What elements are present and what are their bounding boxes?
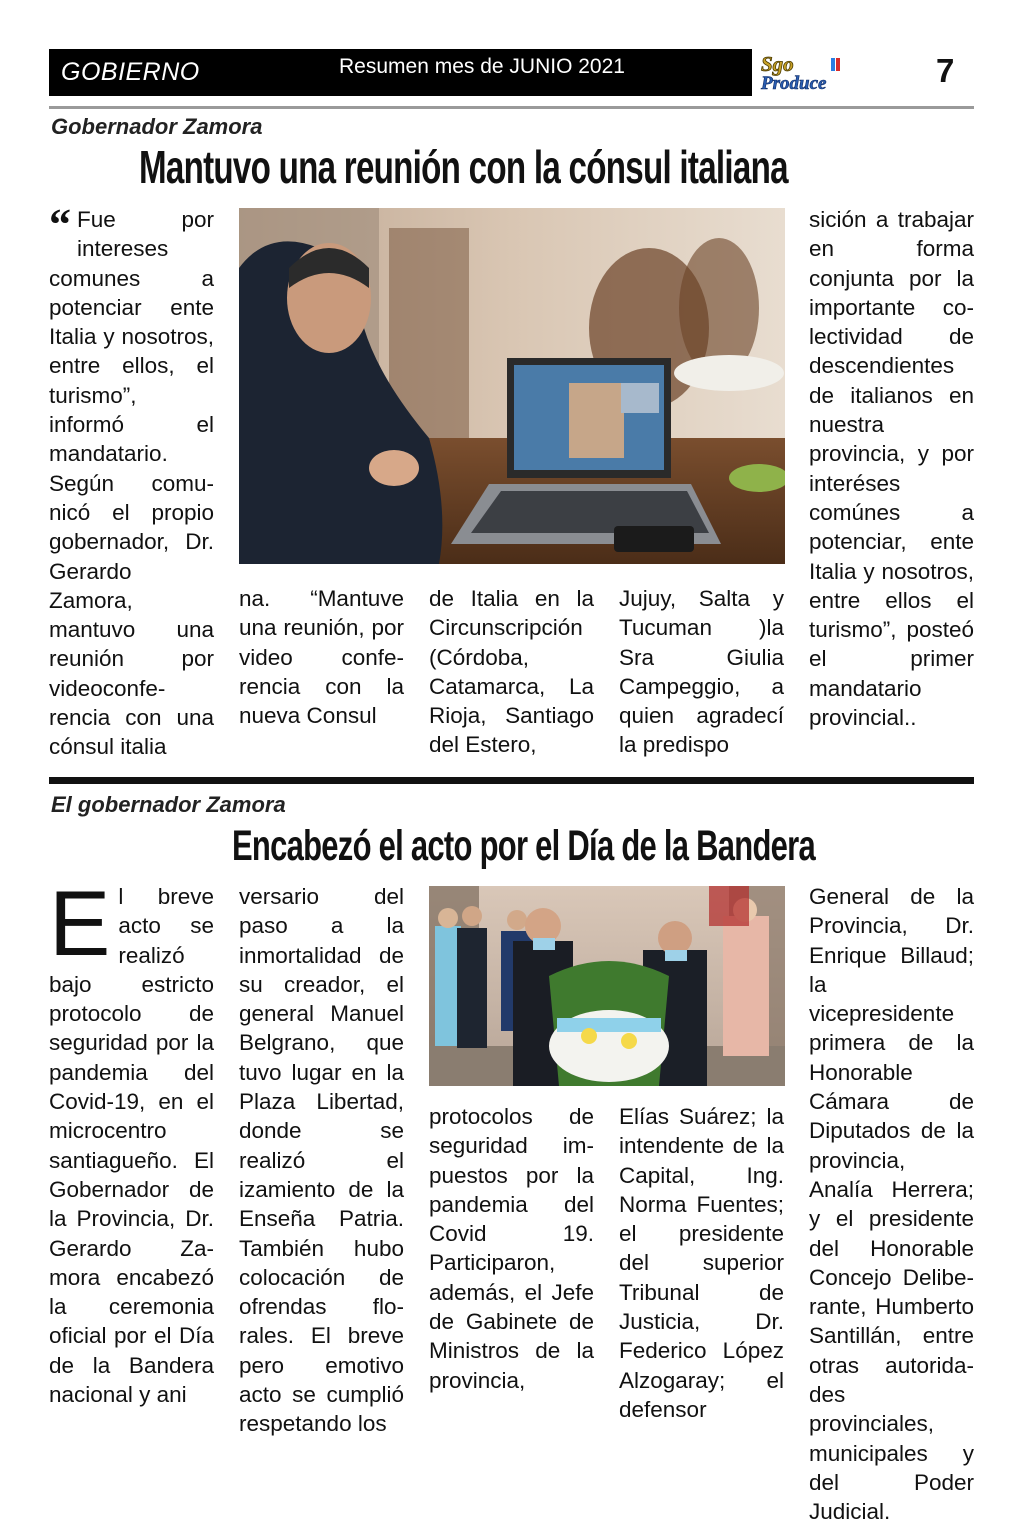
article1-kicker: Gobernador Zamora	[51, 114, 263, 139]
article2-headline: Encabezó el acto por el Día de la Bandera	[232, 822, 816, 870]
sgo-produce-logo	[757, 52, 902, 92]
article1-column-5: sición a trabajar en forma conjunta por la importante colectividad de descendientes de italianos en nuestra provincia, y por interéses comúnes a potenciar, ente Italia y nosotros, entre ellos el turismo”, posteó el primer mandatario provincial..	[809, 207, 974, 731]
article2-kicker: El gobernador Zamora	[51, 792, 286, 817]
drop-cap: E	[49, 873, 111, 975]
svg-text:Sgo: Sgo	[761, 52, 794, 76]
page-number: 7	[936, 52, 955, 89]
article1-column-3: de Italia en la Circunscripción (Córdoba, Catamarca, La Rioja, Santiago del Estero,	[429, 586, 594, 758]
svg-text:Produce: Produce	[761, 73, 827, 92]
photo-flag-day-ceremony	[429, 886, 785, 1086]
section-header-bar	[49, 49, 752, 96]
article2-column-1: E l breve acto se realizó bajo estricto protocolo de seguridad por la pandemia del Covid-19, en el microcentro santiagueño. El Gobernador de la Provincia, Dr. Gerardo Zamora encabezó la ceremonia oficial por el Día de la Bandera nacional y ani	[49, 873, 214, 1408]
article-divider	[49, 777, 974, 784]
article1-column-4: Jujuy, Salta y Tucuman )la Sra Giulia Campeggio, a quien agradecí la predispo	[619, 586, 784, 758]
article1-column-2: na. “Mantuve una reunión, por video conferencia con la nueva Consul	[239, 586, 404, 729]
article2-column-4: Elías Suárez; la intendente de la Capital, Ing. Norma Fuentes; el presidente del superior Tribunal de Justicia, Dr. Federico López Alzogaray; el defensor	[619, 1104, 784, 1422]
quote-mark: “	[49, 200, 71, 249]
section-label: GOBIERNO	[61, 58, 200, 86]
header-rule	[49, 106, 974, 109]
photo-videoconference	[239, 208, 785, 564]
article2-column-5: General de la Provincia, Dr. Enrique Billaud; la vicepresidente primera de la Honorable Cámara de Diputados de la provincia, Analía Herrera; y el presidente del Honorable Concejo Deliberante, Humberto Santillán, entre otras autoridades provinciales, municipales y del Poder Judicial.	[809, 884, 974, 1525]
article1-column-1: “ Fue por intereses comunes a potenciar ente Italia y nosotros, entre ellos, el turismo”, informó el mandatario. Según comunicó el propio gobernador, Dr. Gerardo Zamora, mantuvo una reunión por videoconferencia con una cónsul italia	[49, 200, 214, 760]
article2-column-2: versario del paso a la inmortalidad de su creador, el general Manuel Belgrano, que tuvo lugar en la Plaza Libertad, donde se realizó el izamiento de la Enseña Patria. También hubo colocación de ofrendas florales. El breve pero emotivo acto se cumplió respetando los	[239, 884, 404, 1437]
issue-title: Resumen mes de JUNIO 2021	[339, 55, 625, 78]
article2-column-3: protocolos de seguridad impuestos por la pandemia del Covid 19. Participaron, además, el Jefe de Gabinete de Ministros de la provincia,	[429, 1104, 594, 1393]
article1-headline: Mantuvo una reunión con la cónsul italiana	[139, 141, 788, 193]
